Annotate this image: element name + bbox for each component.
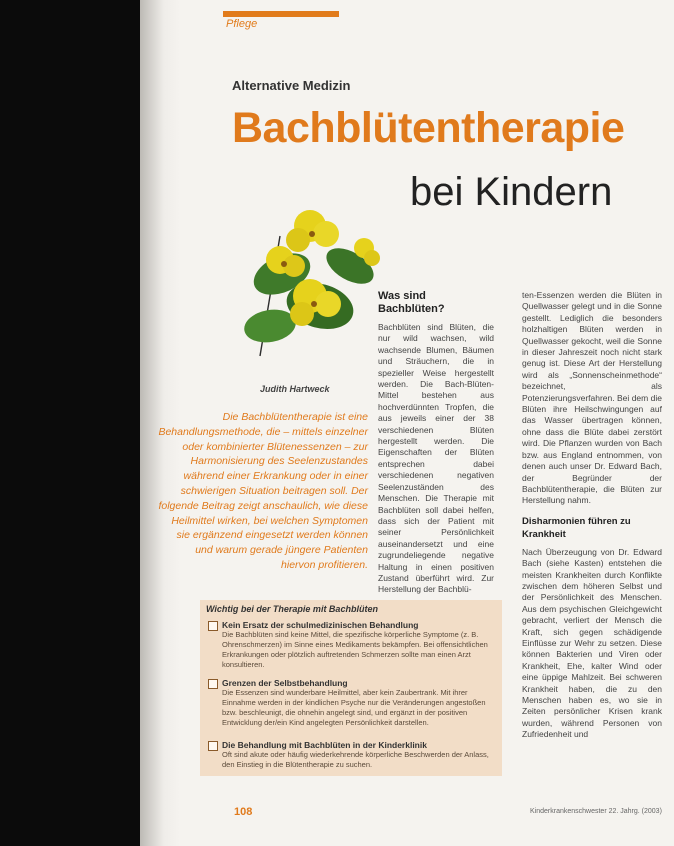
article-title-line2: bei Kindern bbox=[410, 170, 613, 214]
info-box-item bbox=[208, 740, 498, 770]
article-title-line1: Bachblütentherapie bbox=[232, 104, 625, 152]
flower-illustration bbox=[240, 196, 380, 366]
body-text: ten-Essenzen werden die Blüten in Quellwasser gelegt und in die Sonne gestellt. Lediglich die besonders holzhaltigen Blüten werden in Quellwasser gekocht, weil die Sonne in dieser Jahreszeit noch nicht stark genug ist. Diese Art der Herstellung wird als „Sonnenscheinmethode“ bezeichnet, als Potenzierungsverfahren. Bei dem die Blüten ihre Heilschwingungen auf das Wasser übertragen können, ohne dass die Blüte dabei zerstört wird. Die Pflanzen wurden von Bach bzw. aus England entnommen, von denen auch unser Dr. Edward Bach, der Begründer der Bachblütentherapie, die Blüten zur Herstellung nahm. bbox=[522, 290, 662, 506]
article-kicker: Alternative Medizin bbox=[232, 78, 351, 93]
section-label: Pflege bbox=[226, 18, 258, 30]
checkbox-icon bbox=[208, 679, 218, 689]
info-item-text: Oft sind akute oder häufig wiederkehrende körperliche Beschwerden der Anlass, den Einstieg in die Blütentherapie zu suchen. bbox=[222, 750, 489, 769]
section-color-bar bbox=[223, 11, 339, 17]
info-box-title: Wichtig bei der Therapie mit Bachblüten bbox=[206, 604, 378, 614]
info-box bbox=[200, 600, 502, 776]
info-item-heading: Die Behandlung mit Bachblüten in der Kinderklinik bbox=[222, 740, 427, 750]
checkbox-icon bbox=[208, 741, 218, 751]
article-column-3 bbox=[522, 290, 662, 741]
journal-footer: Kinderkrankenschwester 22. Jahrg. (2003) bbox=[530, 808, 662, 815]
author-name: Judith Hartweck bbox=[260, 384, 330, 394]
body-text: Bachblüten sind Blüten, die nur wild wachsen, wild wachsende Blumen, Bäumen und Sträuchern, die in spezieller Weise hergestellt werden. Die Bach-Blüten-Mittel bestehen aus hochverdünnten Tropfen, die aus jeweils einer der 38 verschiedenen Blüten hergestellt werden. Die Eigenschaften der Blüten entsprechen dabei verschiedenen negativen Seelenzuständen des Menschen. Die Therapie mit Bachblüten soll dabei helfen, dass sich der Patient mit seiner Persönlichkeit auseinandersetzt und eine zugrundeliegende negative Haltung in einen positiven Zustand überführt wird. Zur Herstellung der Bachblü- bbox=[378, 322, 494, 595]
body-text: Nach Überzeugung von Dr. Edward Bach (siehe Kasten) entstehen die meisten Krankheiten durch Konflikte zwischen dem höheren Selbst und der Persönlichkeit des Menschen. Aus dem psychischen Gleichgewicht gebracht, verliert der Mensch die Kraft, sich gegen schädigende Einflüsse zur Wehr zu setzen. Diese können Bakterien und Viren oder Krankheit, Ehe, kalter Wind oder eine üppige Mahlzeit. Bei schweren Krankheit haben, die zu den Menschen haben es, wo sie in Zeiten persönlicher Krisen krank wurden, während Personen von Zufriedenheit und bbox=[522, 546, 662, 740]
info-item-text: Die Bachblüten sind keine Mittel, die spezifische körperliche Symptome (z. B. Ohrenschmerzen) im Sinne eines Medikaments bekämpfen. Bei offensichtlichen Erkrankungen oder plötzlich auftretenden Schmerzen sollte man einen Arzt konsultieren. bbox=[222, 630, 488, 669]
page-number: 108 bbox=[234, 806, 253, 818]
info-box-item bbox=[208, 678, 498, 728]
info-item-heading: Kein Ersatz der schulmedizinischen Behandlung bbox=[222, 620, 419, 630]
info-item-heading: Grenzen der Selbstbehandlung bbox=[222, 678, 348, 688]
info-box-item bbox=[208, 620, 498, 670]
info-item-text: Die Essenzen sind wunderbare Heilmittel, aber kein Zaubertrank. Mit ihrer Einnahme werden in der kindlichen Psyche nur die Veränderungen angestoßen bzw. beschleunigt, die ohnehin angelegt sind, und ergänzt in der positiven Entwicklung der/ein Kind angelegten Persönlichkeit darstellen. bbox=[222, 688, 486, 727]
checkbox-icon bbox=[208, 621, 218, 631]
subheading-disharmonien: Disharmonien führen zu Krankheit bbox=[522, 515, 631, 540]
magazine-page bbox=[140, 0, 674, 846]
article-column-2 bbox=[378, 290, 494, 596]
subheading-was-sind: Was sind Bachblüten? bbox=[378, 290, 445, 315]
lead-paragraph: Die Bachblütentherapie ist eine Behandlungsmethode, die – mittels einzelner oder kombinierter Blütenessenzen – zur Harmonisierung des Seelenzustandes während einer Erkrankung oder in einer schwierigen Situation beitragen soll. Der folgende Beitrag zeigt anschaulich, wie diese Heilmittel wirken, bei welchen Symptomen sie ergänzend eingesetzt werden können und warum gerade jüngere Patienten hiervon profitieren. bbox=[158, 411, 368, 571]
yellow-flower-1 bbox=[286, 210, 339, 252]
